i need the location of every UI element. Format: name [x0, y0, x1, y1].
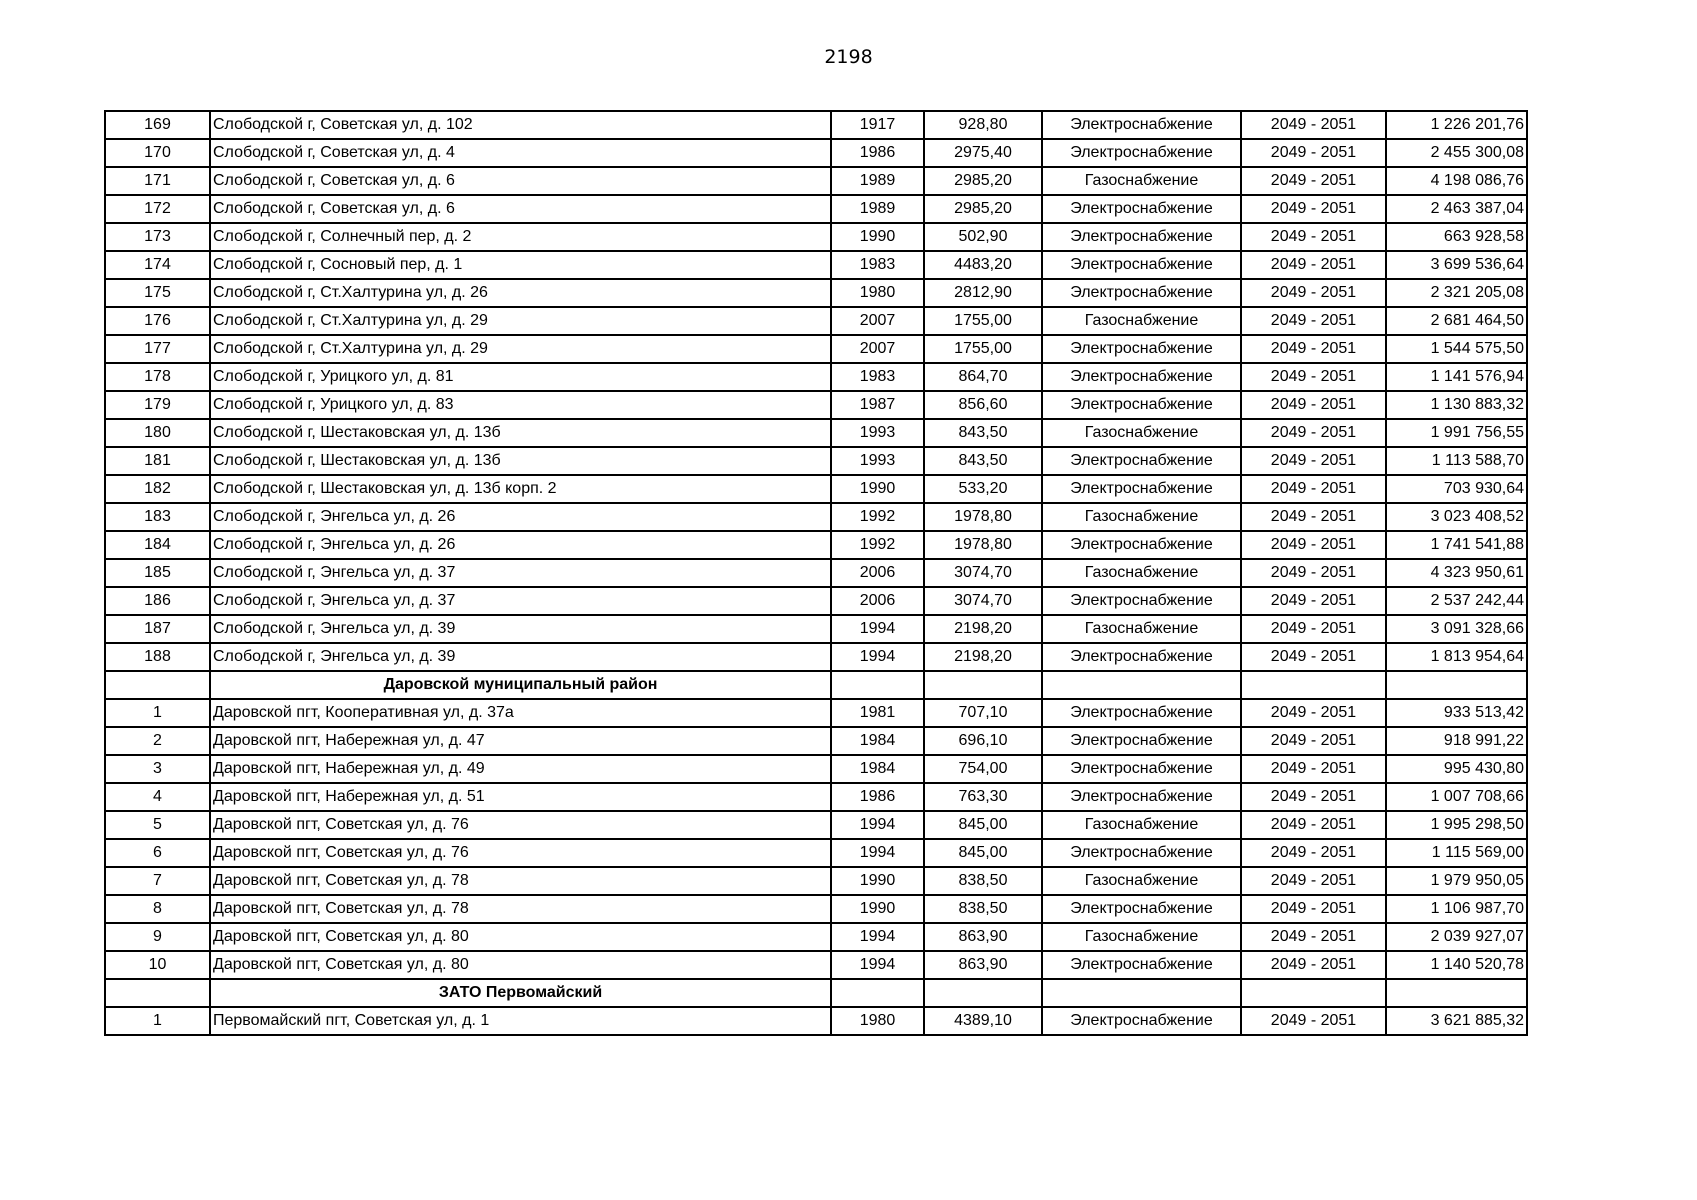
cost-cell: [1386, 979, 1527, 1007]
period-cell: 2049 - 2051: [1241, 699, 1386, 727]
section-header-row: [105, 979, 1527, 1007]
service-cell: Электроснабжение: [1042, 223, 1241, 251]
row-number: [105, 979, 210, 1007]
row-number: 179: [105, 391, 210, 419]
page-number: 2198: [824, 46, 873, 68]
service-cell: Электроснабжение: [1042, 279, 1241, 307]
service-cell: Газоснабжение: [1042, 167, 1241, 195]
area-cell: 856,60: [924, 391, 1042, 419]
area-cell: 2985,20: [924, 167, 1042, 195]
year-cell: 1983: [831, 363, 924, 391]
table-row: [105, 951, 1527, 979]
address-cell: Слободской г, Советская ул, д. 6: [210, 167, 831, 195]
row-number: [105, 671, 210, 699]
service-cell: Электроснабжение: [1042, 783, 1241, 811]
area-cell: 754,00: [924, 755, 1042, 783]
row-number: 8: [105, 895, 210, 923]
area-cell: 707,10: [924, 699, 1042, 727]
period-cell: 2049 - 2051: [1241, 335, 1386, 363]
cost-cell: 1 140 520,78: [1386, 951, 1527, 979]
year-cell: 1993: [831, 419, 924, 447]
table-row: [105, 615, 1527, 643]
area-cell: 838,50: [924, 867, 1042, 895]
row-number: 174: [105, 251, 210, 279]
table-row: [105, 223, 1527, 251]
service-cell: Электроснабжение: [1042, 895, 1241, 923]
cost-cell: 918 991,22: [1386, 727, 1527, 755]
table-row: [105, 587, 1527, 615]
address-cell: Слободской г, Энгельса ул, д. 26: [210, 503, 831, 531]
area-cell: 533,20: [924, 475, 1042, 503]
area-cell: 2198,20: [924, 643, 1042, 671]
period-cell: 2049 - 2051: [1241, 167, 1386, 195]
service-cell: Электроснабжение: [1042, 951, 1241, 979]
cost-cell: 1 007 708,66: [1386, 783, 1527, 811]
service-cell: Газоснабжение: [1042, 615, 1241, 643]
area-cell: 863,90: [924, 951, 1042, 979]
service-cell: Электроснабжение: [1042, 531, 1241, 559]
area-cell: 845,00: [924, 839, 1042, 867]
service-cell: [1042, 671, 1241, 699]
year-cell: 1990: [831, 895, 924, 923]
address-cell: Слободской г, Урицкого ул, д. 81: [210, 363, 831, 391]
address-cell: Слободской г, Шестаковская ул, д. 13б корп. 2: [210, 475, 831, 503]
service-cell: Электроснабжение: [1042, 1007, 1241, 1035]
table-row: [105, 363, 1527, 391]
address-cell: Слободской г, Энгельса ул, д. 39: [210, 615, 831, 643]
year-cell: 2007: [831, 335, 924, 363]
year-cell: [831, 979, 924, 1007]
service-cell: Электроснабжение: [1042, 475, 1241, 503]
service-cell: Электроснабжение: [1042, 699, 1241, 727]
cost-cell: 1 226 201,76: [1386, 111, 1527, 139]
area-cell: 4389,10: [924, 1007, 1042, 1035]
address-cell: Слободской г, Энгельса ул, д. 37: [210, 559, 831, 587]
row-number: 188: [105, 643, 210, 671]
cost-cell: 1 979 950,05: [1386, 867, 1527, 895]
cost-cell: 1 741 541,88: [1386, 531, 1527, 559]
cost-cell: 1 991 756,55: [1386, 419, 1527, 447]
table-row: [105, 503, 1527, 531]
table-row: [105, 475, 1527, 503]
row-number: 7: [105, 867, 210, 895]
service-cell: Электроснабжение: [1042, 755, 1241, 783]
year-cell: 1984: [831, 755, 924, 783]
registry-rows: [105, 111, 1527, 1035]
row-number: 170: [105, 139, 210, 167]
period-cell: 2049 - 2051: [1241, 503, 1386, 531]
area-cell: 2985,20: [924, 195, 1042, 223]
area-cell: [924, 979, 1042, 1007]
cost-cell: 4 323 950,61: [1386, 559, 1527, 587]
table-row: [105, 699, 1527, 727]
area-cell: 4483,20: [924, 251, 1042, 279]
table-row: [105, 531, 1527, 559]
address-cell: Даровской пгт, Советская ул, д. 78: [210, 867, 831, 895]
service-cell: Электроснабжение: [1042, 391, 1241, 419]
table-row: [105, 279, 1527, 307]
period-cell: 2049 - 2051: [1241, 587, 1386, 615]
row-number: 186: [105, 587, 210, 615]
address-cell: Слободской г, Шестаковская ул, д. 13б: [210, 419, 831, 447]
address-cell: Слободской г, Урицкого ул, д. 83: [210, 391, 831, 419]
address-cell: Слободской г, Энгельса ул, д. 37: [210, 587, 831, 615]
area-cell: 1755,00: [924, 335, 1042, 363]
period-cell: 2049 - 2051: [1241, 643, 1386, 671]
address-cell: Слободской г, Шестаковская ул, д. 13б: [210, 447, 831, 475]
year-cell: 1986: [831, 783, 924, 811]
cost-cell: 3 699 536,64: [1386, 251, 1527, 279]
cost-cell: 3 621 885,32: [1386, 1007, 1527, 1035]
period-cell: 2049 - 2051: [1241, 923, 1386, 951]
area-cell: 864,70: [924, 363, 1042, 391]
area-cell: 2812,90: [924, 279, 1042, 307]
area-cell: 2198,20: [924, 615, 1042, 643]
row-number: 4: [105, 783, 210, 811]
service-cell: Газоснабжение: [1042, 419, 1241, 447]
area-cell: 928,80: [924, 111, 1042, 139]
period-cell: 2049 - 2051: [1241, 531, 1386, 559]
address-cell: Слободской г, Ст.Халтурина ул, д. 29: [210, 307, 831, 335]
period-cell: 2049 - 2051: [1241, 307, 1386, 335]
address-cell: Слободской г, Солнечный пер, д. 2: [210, 223, 831, 251]
address-cell: Первомайский пгт, Советская ул, д. 1: [210, 1007, 831, 1035]
year-cell: 2006: [831, 559, 924, 587]
period-cell: 2049 - 2051: [1241, 279, 1386, 307]
year-cell: 1990: [831, 223, 924, 251]
year-cell: 1984: [831, 727, 924, 755]
address-cell: Слободской г, Советская ул, д. 4: [210, 139, 831, 167]
period-cell: 2049 - 2051: [1241, 223, 1386, 251]
year-cell: 2006: [831, 587, 924, 615]
area-cell: 763,30: [924, 783, 1042, 811]
cost-cell: 2 537 242,44: [1386, 587, 1527, 615]
service-cell: Электроснабжение: [1042, 447, 1241, 475]
service-cell: Газоснабжение: [1042, 503, 1241, 531]
cost-cell: 933 513,42: [1386, 699, 1527, 727]
row-number: 187: [105, 615, 210, 643]
cost-cell: 1 544 575,50: [1386, 335, 1527, 363]
service-cell: Электроснабжение: [1042, 139, 1241, 167]
section-header-row: [105, 671, 1527, 699]
row-number: 185: [105, 559, 210, 587]
year-cell: 1993: [831, 447, 924, 475]
area-cell: 696,10: [924, 727, 1042, 755]
period-cell: 2049 - 2051: [1241, 391, 1386, 419]
area-cell: 3074,70: [924, 559, 1042, 587]
service-cell: Электроснабжение: [1042, 587, 1241, 615]
year-cell: 1990: [831, 867, 924, 895]
row-number: 172: [105, 195, 210, 223]
cost-cell: 3 091 328,66: [1386, 615, 1527, 643]
area-cell: 838,50: [924, 895, 1042, 923]
period-cell: 2049 - 2051: [1241, 139, 1386, 167]
table-row: [105, 335, 1527, 363]
period-cell: 2049 - 2051: [1241, 839, 1386, 867]
table-row: [105, 811, 1527, 839]
row-number: 175: [105, 279, 210, 307]
row-number: 176: [105, 307, 210, 335]
period-cell: 2049 - 2051: [1241, 951, 1386, 979]
year-cell: 1983: [831, 251, 924, 279]
cost-cell: 1 813 954,64: [1386, 643, 1527, 671]
cost-cell: 663 928,58: [1386, 223, 1527, 251]
table-row: [105, 839, 1527, 867]
year-cell: 1994: [831, 643, 924, 671]
area-cell: 843,50: [924, 419, 1042, 447]
period-cell: 2049 - 2051: [1241, 251, 1386, 279]
area-cell: 3074,70: [924, 587, 1042, 615]
address-cell: Слободской г, Ст.Халтурина ул, д. 26: [210, 279, 831, 307]
year-cell: 1990: [831, 475, 924, 503]
service-cell: Электроснабжение: [1042, 335, 1241, 363]
year-cell: 1917: [831, 111, 924, 139]
row-number: 9: [105, 923, 210, 951]
row-number: 178: [105, 363, 210, 391]
table-row: [105, 1007, 1527, 1035]
table-row: [105, 867, 1527, 895]
service-cell: [1042, 979, 1241, 1007]
service-cell: Электроснабжение: [1042, 195, 1241, 223]
section-title: Даровской муниципальный район: [210, 671, 831, 699]
cost-cell: 2 039 927,07: [1386, 923, 1527, 951]
row-number: 1: [105, 1007, 210, 1035]
address-cell: Даровской пгт, Набережная ул, д. 49: [210, 755, 831, 783]
table-row: [105, 727, 1527, 755]
period-cell: 2049 - 2051: [1241, 447, 1386, 475]
service-cell: Электроснабжение: [1042, 363, 1241, 391]
period-cell: [1241, 671, 1386, 699]
period-cell: 2049 - 2051: [1241, 559, 1386, 587]
period-cell: 2049 - 2051: [1241, 363, 1386, 391]
row-number: 180: [105, 419, 210, 447]
period-cell: 2049 - 2051: [1241, 727, 1386, 755]
row-number: 1: [105, 699, 210, 727]
area-cell: 1978,80: [924, 531, 1042, 559]
table-row: [105, 783, 1527, 811]
year-cell: 1994: [831, 839, 924, 867]
address-cell: Слободской г, Советская ул, д. 6: [210, 195, 831, 223]
table-row: [105, 139, 1527, 167]
address-cell: Даровской пгт, Кооперативная ул, д. 37а: [210, 699, 831, 727]
area-cell: 863,90: [924, 923, 1042, 951]
period-cell: 2049 - 2051: [1241, 111, 1386, 139]
address-cell: Даровской пгт, Советская ул, д. 76: [210, 811, 831, 839]
table-row: [105, 755, 1527, 783]
row-number: 182: [105, 475, 210, 503]
service-cell: Электроснабжение: [1042, 839, 1241, 867]
table-row: [105, 195, 1527, 223]
cost-cell: 2 455 300,08: [1386, 139, 1527, 167]
year-cell: 1994: [831, 811, 924, 839]
cost-cell: 703 930,64: [1386, 475, 1527, 503]
cost-cell: 995 430,80: [1386, 755, 1527, 783]
table-row: [105, 251, 1527, 279]
table-row: [105, 643, 1527, 671]
service-cell: Электроснабжение: [1042, 251, 1241, 279]
table-row: [105, 559, 1527, 587]
address-cell: Даровской пгт, Советская ул, д. 76: [210, 839, 831, 867]
address-cell: Слободской г, Сосновый пер, д. 1: [210, 251, 831, 279]
row-number: 169: [105, 111, 210, 139]
row-number: 183: [105, 503, 210, 531]
area-cell: 2975,40: [924, 139, 1042, 167]
cost-cell: [1386, 671, 1527, 699]
year-cell: 1980: [831, 279, 924, 307]
service-cell: Газоснабжение: [1042, 867, 1241, 895]
row-number: 181: [105, 447, 210, 475]
cost-cell: 1 113 588,70: [1386, 447, 1527, 475]
service-cell: Электроснабжение: [1042, 643, 1241, 671]
table-row: [105, 167, 1527, 195]
year-cell: 1980: [831, 1007, 924, 1035]
address-cell: Слободской г, Советская ул, д. 102: [210, 111, 831, 139]
address-cell: Слободской г, Энгельса ул, д. 26: [210, 531, 831, 559]
period-cell: 2049 - 2051: [1241, 867, 1386, 895]
address-cell: Слободской г, Энгельса ул, д. 39: [210, 643, 831, 671]
address-cell: Даровской пгт, Набережная ул, д. 47: [210, 727, 831, 755]
row-number: 10: [105, 951, 210, 979]
year-cell: 1992: [831, 531, 924, 559]
period-cell: 2049 - 2051: [1241, 895, 1386, 923]
year-cell: 1981: [831, 699, 924, 727]
area-cell: 845,00: [924, 811, 1042, 839]
row-number: 171: [105, 167, 210, 195]
year-cell: 1989: [831, 195, 924, 223]
address-cell: Слободской г, Ст.Халтурина ул, д. 29: [210, 335, 831, 363]
period-cell: 2049 - 2051: [1241, 615, 1386, 643]
period-cell: 2049 - 2051: [1241, 755, 1386, 783]
cost-cell: 2 463 387,04: [1386, 195, 1527, 223]
row-number: 177: [105, 335, 210, 363]
area-cell: 1978,80: [924, 503, 1042, 531]
row-number: 173: [105, 223, 210, 251]
row-number: 6: [105, 839, 210, 867]
service-cell: Электроснабжение: [1042, 727, 1241, 755]
table-row: [105, 923, 1527, 951]
table-row: [105, 111, 1527, 139]
year-cell: 1994: [831, 923, 924, 951]
cost-cell: 4 198 086,76: [1386, 167, 1527, 195]
year-cell: 2007: [831, 307, 924, 335]
service-cell: Электроснабжение: [1042, 111, 1241, 139]
period-cell: 2049 - 2051: [1241, 419, 1386, 447]
cost-cell: 1 115 569,00: [1386, 839, 1527, 867]
service-cell: Газоснабжение: [1042, 307, 1241, 335]
cost-cell: 1 106 987,70: [1386, 895, 1527, 923]
table-row: [105, 895, 1527, 923]
year-cell: 1992: [831, 503, 924, 531]
section-title: ЗАТО Первомайский: [210, 979, 831, 1007]
period-cell: 2049 - 2051: [1241, 195, 1386, 223]
table-row: [105, 419, 1527, 447]
cost-cell: 3 023 408,52: [1386, 503, 1527, 531]
address-cell: Даровской пгт, Набережная ул, д. 51: [210, 783, 831, 811]
period-cell: [1241, 979, 1386, 1007]
year-cell: 1994: [831, 951, 924, 979]
cost-cell: 2 321 205,08: [1386, 279, 1527, 307]
service-cell: Газоснабжение: [1042, 559, 1241, 587]
address-cell: Даровской пгт, Советская ул, д. 80: [210, 951, 831, 979]
cost-cell: 1 130 883,32: [1386, 391, 1527, 419]
row-number: 184: [105, 531, 210, 559]
registry-table: [104, 110, 1528, 1036]
area-cell: 502,90: [924, 223, 1042, 251]
row-number: 3: [105, 755, 210, 783]
year-cell: 1994: [831, 615, 924, 643]
row-number: 2: [105, 727, 210, 755]
address-cell: Даровской пгт, Советская ул, д. 80: [210, 923, 831, 951]
area-cell: 1755,00: [924, 307, 1042, 335]
period-cell: 2049 - 2051: [1241, 1007, 1386, 1035]
period-cell: 2049 - 2051: [1241, 811, 1386, 839]
address-cell: Даровской пгт, Советская ул, д. 78: [210, 895, 831, 923]
year-cell: 1987: [831, 391, 924, 419]
cost-cell: 1 995 298,50: [1386, 811, 1527, 839]
area-cell: [924, 671, 1042, 699]
table-row: [105, 391, 1527, 419]
cost-cell: 1 141 576,94: [1386, 363, 1527, 391]
cost-cell: 2 681 464,50: [1386, 307, 1527, 335]
year-cell: [831, 671, 924, 699]
service-cell: Газоснабжение: [1042, 811, 1241, 839]
year-cell: 1986: [831, 139, 924, 167]
row-number: 5: [105, 811, 210, 839]
table-row: [105, 307, 1527, 335]
period-cell: 2049 - 2051: [1241, 475, 1386, 503]
period-cell: 2049 - 2051: [1241, 783, 1386, 811]
table-row: [105, 447, 1527, 475]
area-cell: 843,50: [924, 447, 1042, 475]
service-cell: Газоснабжение: [1042, 923, 1241, 951]
year-cell: 1989: [831, 167, 924, 195]
